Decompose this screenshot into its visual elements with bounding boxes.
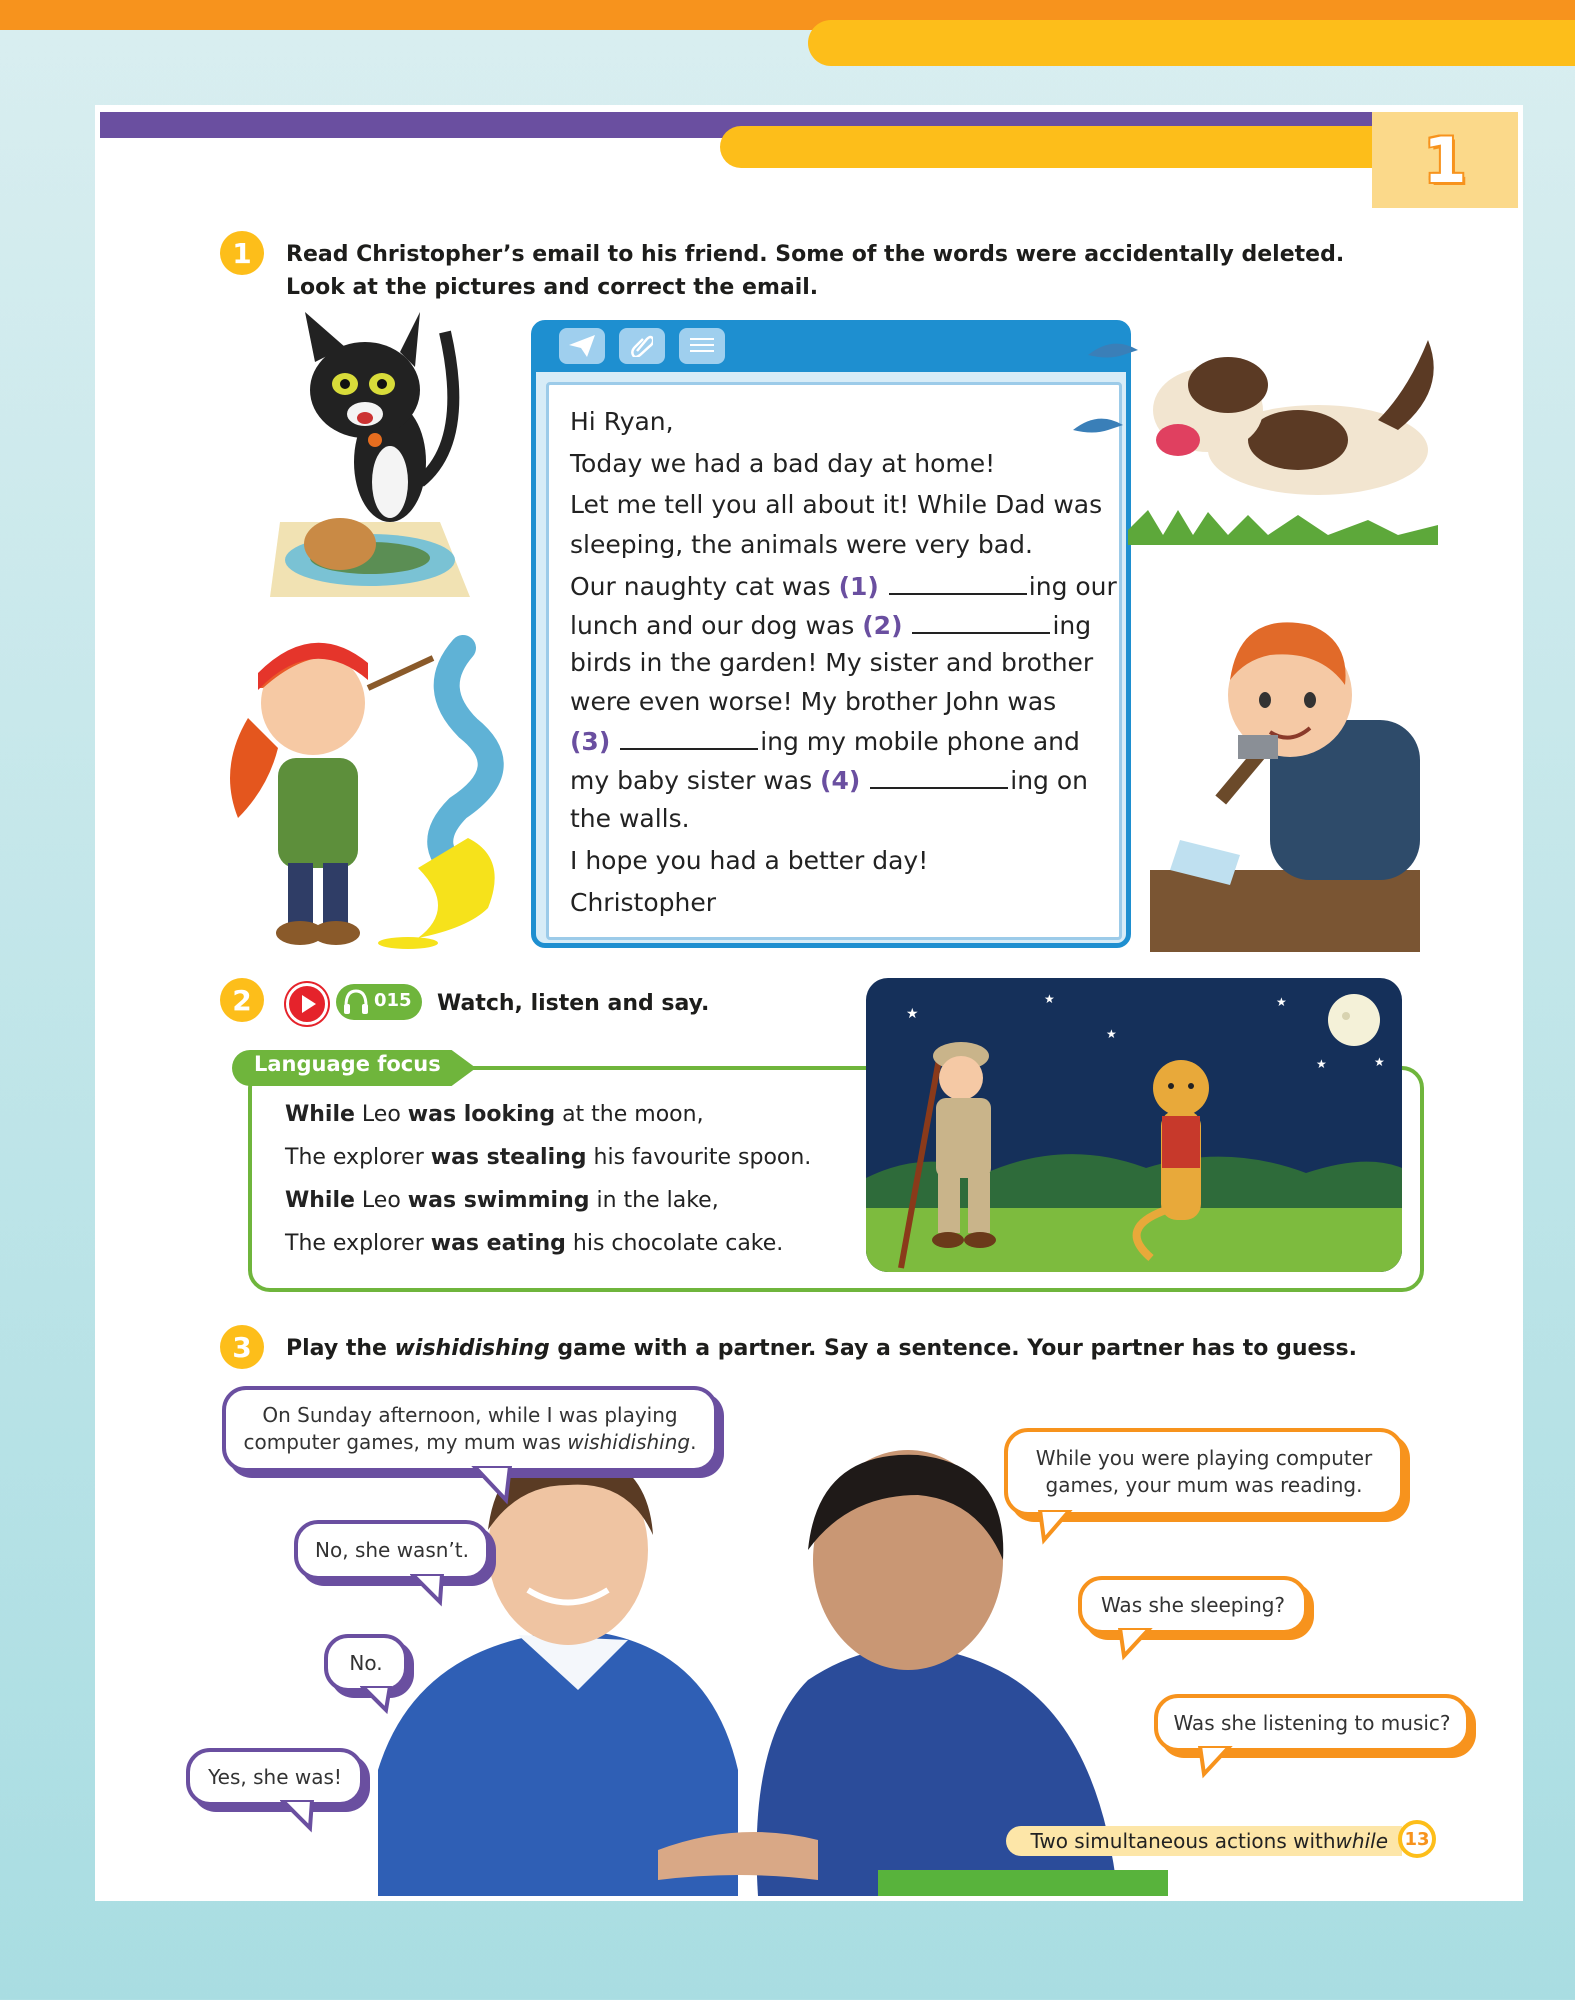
gap-2-number: (2) bbox=[862, 611, 903, 640]
speech-bubble-2: No, she wasn’t. bbox=[294, 1520, 490, 1580]
email-line: Hi Ryan, bbox=[570, 407, 674, 436]
speech-bubble-5-tail bbox=[1036, 1510, 1076, 1546]
email-line: my baby sister was (4) ing on bbox=[570, 766, 1088, 795]
language-focus-line: The explorer was eating his chocolate cake. bbox=[285, 1231, 784, 1256]
speech-bubble-1-tail bbox=[470, 1466, 520, 1506]
email-line: sleeping, the animals were very bad. bbox=[570, 530, 1033, 559]
video-play-button[interactable] bbox=[286, 983, 328, 1025]
exercise-1-instruction-line2: Look at the pictures and correct the email. bbox=[286, 275, 819, 300]
exercise-3-instruction: Play the wishidishing game with a partner. Say a sentence. Your partner has to guess. bbox=[286, 1336, 1357, 1361]
explorer-and-leopard-night-scene bbox=[866, 978, 1402, 1272]
exercise-2-instruction: Watch, listen and say. bbox=[437, 991, 710, 1016]
dog-chasing-birds-illustration bbox=[1068, 330, 1448, 575]
header-yellow-bar bbox=[720, 126, 1380, 168]
email-line: Let me tell you all about it! While Dad was bbox=[570, 490, 1103, 519]
page-number: 13 bbox=[1398, 1820, 1436, 1858]
girl-painting-walls-illustration bbox=[218, 608, 518, 958]
language-focus-line: The explorer was stealing his favourite spoon. bbox=[285, 1145, 812, 1170]
svg-text:★: ★ bbox=[1374, 1055, 1385, 1069]
svg-text:★: ★ bbox=[1106, 1027, 1117, 1041]
email-line: Our naughty cat was (1) ing our bbox=[570, 572, 1117, 601]
gap-4-number: (4) bbox=[820, 766, 861, 795]
gap-1-number: (1) bbox=[838, 572, 879, 601]
speech-bubble-7: Was she listening to music? bbox=[1154, 1694, 1470, 1752]
attach-icon[interactable] bbox=[619, 328, 665, 364]
speech-bubble-7-tail bbox=[1196, 1746, 1236, 1780]
cat-eating-lunch-illustration bbox=[270, 312, 480, 602]
audio-track-button[interactable] bbox=[336, 984, 422, 1020]
send-icon[interactable] bbox=[559, 328, 605, 364]
audio-track-number: 015 bbox=[374, 990, 412, 1011]
speech-bubble-6: Was she sleeping? bbox=[1078, 1576, 1308, 1634]
svg-text:★: ★ bbox=[1316, 1057, 1327, 1071]
speech-bubble-2-tail bbox=[410, 1574, 450, 1608]
email-line: I hope you had a better day! bbox=[570, 846, 929, 875]
language-focus-rule bbox=[476, 1066, 876, 1070]
headphones-icon bbox=[342, 988, 370, 1016]
gap-3-number: (3) bbox=[570, 727, 611, 756]
speech-bubble-6-tail bbox=[1116, 1628, 1156, 1662]
svg-text:★: ★ bbox=[1276, 995, 1287, 1009]
gap-2-blank[interactable] bbox=[912, 610, 1050, 634]
email-line: Christopher bbox=[570, 888, 717, 917]
exercise-1-number: 1 bbox=[220, 231, 264, 275]
language-focus-line: While Leo was swimming in the lake, bbox=[285, 1188, 719, 1213]
speech-bubble-5: While you were playing computer games, your mum was reading. bbox=[1004, 1428, 1404, 1516]
svg-text:★: ★ bbox=[1044, 992, 1055, 1006]
email-line: were even worse! My brother John was bbox=[570, 687, 1057, 716]
speech-bubble-1: On Sunday afternoon, while I was playing computer games, my mum was wishidishing. bbox=[222, 1386, 718, 1472]
email-line: birds in the garden! My sister and brother bbox=[570, 648, 1094, 677]
svg-text:★: ★ bbox=[906, 1006, 919, 1022]
page-topic-footer: Two simultaneous actions with while bbox=[1006, 1826, 1402, 1856]
email-line: Today we had a bad day at home! bbox=[570, 449, 996, 478]
speech-bubble-3: No. bbox=[324, 1634, 408, 1692]
exercise-2-number: 2 bbox=[220, 978, 264, 1022]
gap-4-blank[interactable] bbox=[870, 765, 1008, 789]
speech-bubble-3-tail bbox=[360, 1686, 396, 1716]
boy-breaking-phone-illustration bbox=[1150, 600, 1420, 952]
gap-3-blank[interactable] bbox=[620, 726, 758, 750]
exercise-1-instruction-line1: Read Christopher’s email to his friend. Some of the words were accidentally deleted. bbox=[286, 242, 1345, 267]
gap-1-blank[interactable] bbox=[889, 571, 1027, 595]
language-focus-label: Language focus bbox=[254, 1052, 441, 1076]
email-line: the walls. bbox=[570, 804, 690, 833]
unit-number: 1 bbox=[1423, 123, 1467, 197]
speech-bubble-4-tail bbox=[280, 1800, 320, 1834]
email-line: lunch and our dog was (2) ing bbox=[570, 611, 1092, 640]
language-focus-line: While Leo was looking at the moon, bbox=[285, 1102, 704, 1127]
exercise-3-number: 3 bbox=[220, 1325, 264, 1369]
top-yellow-bar bbox=[808, 20, 1575, 66]
speech-bubble-4: Yes, she was! bbox=[186, 1748, 364, 1806]
email-line: (3) ing my mobile phone and bbox=[570, 727, 1080, 756]
text-icon[interactable] bbox=[679, 328, 725, 364]
